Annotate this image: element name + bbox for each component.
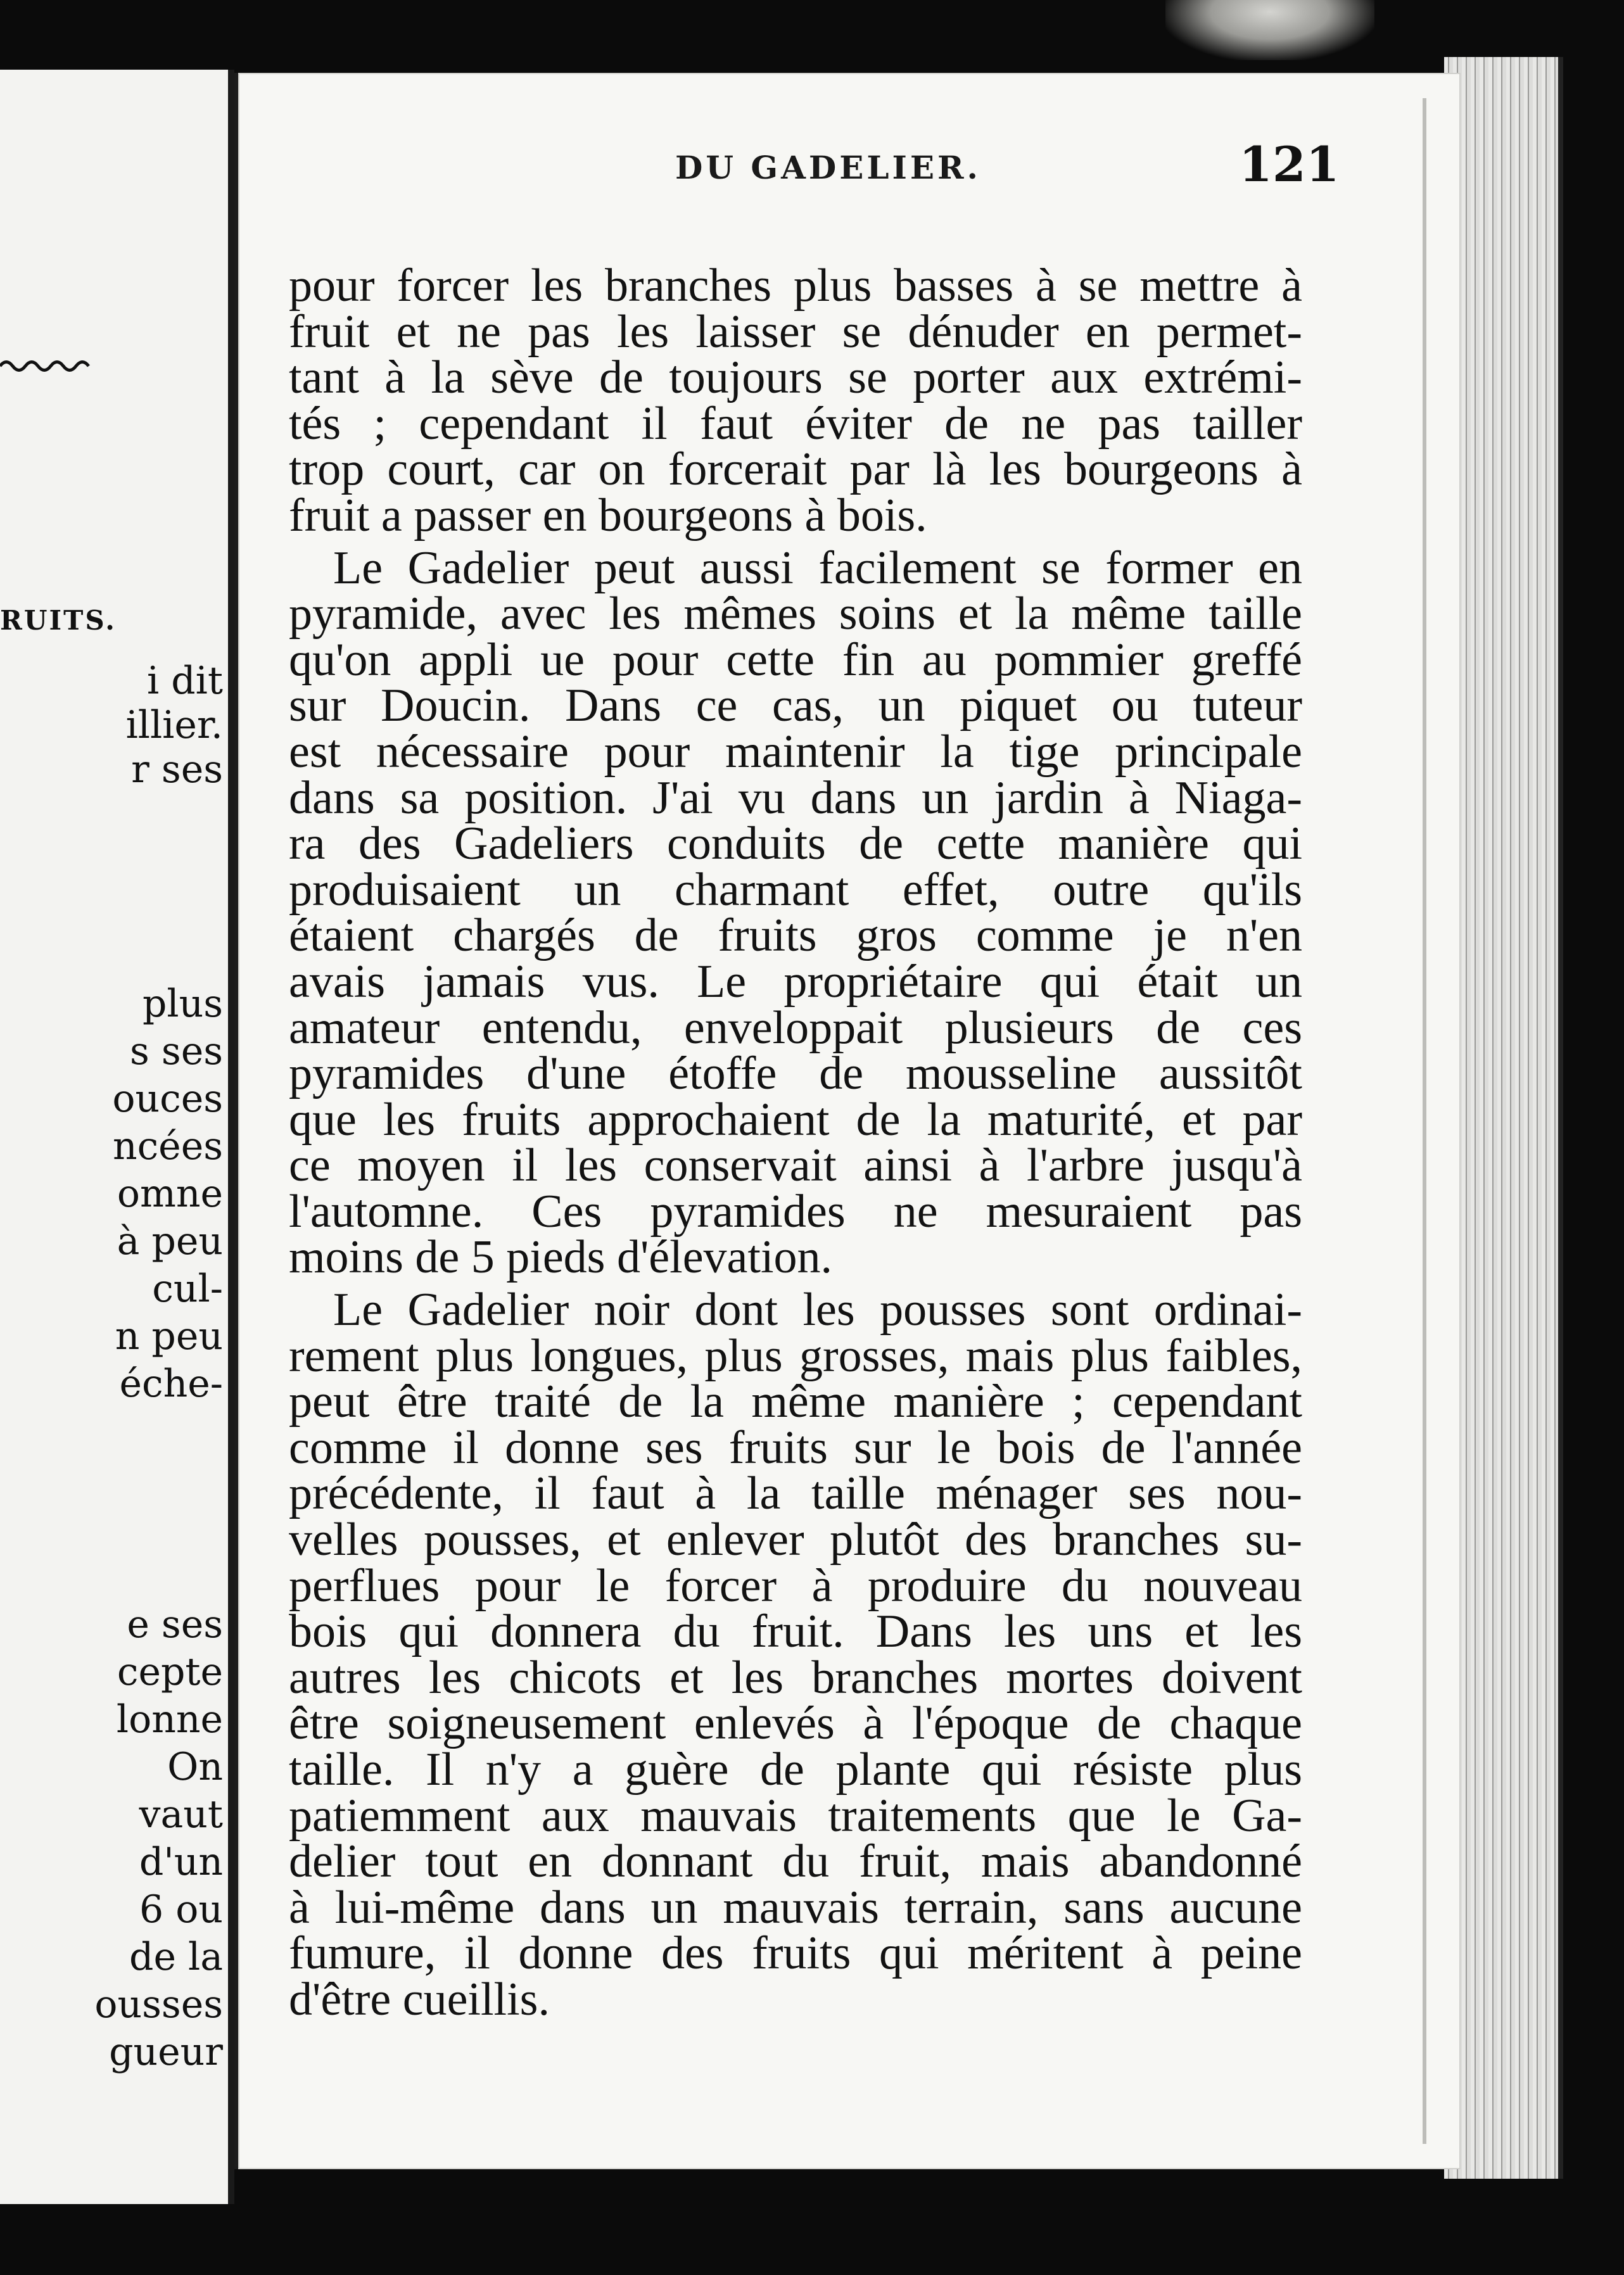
text-line: autres les chicots et les branches mortes doivent bbox=[289, 1651, 1302, 1704]
page-number: 121 bbox=[1239, 136, 1340, 193]
text-line: velles pousses, et enlever plutôt des branches su- bbox=[289, 1514, 1302, 1566]
text-line: ce moyen il les conservait ainsi à l'arbre jusqu'à bbox=[289, 1139, 1302, 1192]
text-line: bois qui donnera du fruit. Dans les uns et les bbox=[289, 1606, 1302, 1658]
body-text bbox=[289, 260, 1302, 2029]
left-page-line: gueur bbox=[109, 2030, 223, 2074]
left-page-line: r ses bbox=[131, 747, 223, 792]
left-page-line: lonne bbox=[116, 1697, 223, 1742]
text-line: Le Gadelier peut aussi facilement se former en bbox=[333, 542, 1302, 594]
text-line: avais jamais vus. Le propriétaire qui était un bbox=[289, 955, 1302, 1008]
left-page-line: vaut bbox=[139, 1792, 223, 1837]
text-line: fumure, il donne des fruits qui méritent à peine bbox=[289, 1927, 1302, 1980]
text-line: comme il donne ses fruits sur le bois de l'année bbox=[289, 1421, 1302, 1474]
text-line: amateur entendu, enveloppait plusieurs de ces bbox=[289, 1001, 1302, 1054]
text-line: pour forcer les branches plus basses à se mettre à bbox=[289, 260, 1302, 312]
left-page-line: e ses bbox=[127, 1602, 223, 1647]
left-page-line: cul- bbox=[152, 1267, 223, 1311]
text-line: est nécessaire pour maintenir la tige principale bbox=[289, 725, 1302, 778]
left-page-line: d'un bbox=[139, 1840, 223, 1884]
text-line: rement plus longues, plus grosses, mais plus faibles, bbox=[289, 1329, 1302, 1382]
left-page-fragment bbox=[0, 70, 234, 2204]
text-line: tés ; cependant il faut éviter de ne pas tailler bbox=[289, 397, 1302, 450]
paragraph bbox=[289, 1284, 1302, 2025]
text-line: moins de 5 pieds d'élevation. bbox=[289, 1231, 833, 1284]
running-head-title: DU GADELIER. bbox=[675, 149, 981, 186]
ornament-rule bbox=[0, 355, 95, 374]
page-stain bbox=[1165, 0, 1374, 60]
text-line: ra des Gadeliers conduits de cette manière qui bbox=[289, 818, 1302, 870]
left-page-caps: RUITS. bbox=[0, 605, 117, 636]
left-page-line: 6 ou bbox=[139, 1887, 223, 1932]
text-line: étaient chargés de fruits gros comme je n'en bbox=[289, 909, 1302, 962]
text-line: l'automne. Ces pyramides ne mesuraient pas bbox=[289, 1185, 1302, 1238]
book-page bbox=[234, 73, 1461, 2169]
text-line: pyramide, avec les mêmes soins et la même taille bbox=[289, 588, 1302, 640]
text-line: fruit a passer en bourgeons à bois. bbox=[289, 489, 927, 542]
left-page-line: plus bbox=[142, 982, 223, 1026]
left-page-line: éche- bbox=[119, 1362, 223, 1406]
text-line: que les fruits approchaient de la maturité, et par bbox=[289, 1093, 1302, 1146]
text-line: sur Doucin. Dans ce cas, un piquet ou tuteur bbox=[289, 680, 1302, 732]
text-line: delier tout en donnant du fruit, mais abandonné bbox=[289, 1835, 1302, 1888]
text-line: pyramides d'une étoffe de mousseline aussitôt bbox=[289, 1048, 1302, 1100]
left-page-line: de la bbox=[129, 1935, 223, 1979]
paragraph bbox=[289, 542, 1302, 1284]
left-page-line: n peu bbox=[115, 1314, 223, 1359]
page-border bbox=[1423, 98, 1426, 2144]
text-line: être soigneusement enlevés à l'époque de chaque bbox=[289, 1697, 1302, 1750]
left-page-line: ncées bbox=[112, 1124, 223, 1169]
left-page-line: s ses bbox=[130, 1029, 223, 1074]
text-line: perflues pour le forcer à produire du nouveau bbox=[289, 1559, 1302, 1612]
text-line: taille. Il n'y a guère de plante qui résiste plus bbox=[289, 1744, 1302, 1796]
text-line: dans sa position. J'ai vu dans un jardin à Niaga- bbox=[289, 771, 1302, 824]
text-line: tant à la sève de toujours se porter aux extrémi- bbox=[289, 352, 1302, 404]
text-line: patiemment aux mauvais traitements que le Ga- bbox=[289, 1789, 1302, 1842]
left-page-line: ousses bbox=[94, 1982, 223, 2027]
paragraph bbox=[289, 260, 1302, 542]
left-page-line: On bbox=[167, 1745, 223, 1789]
text-line: peut être traité de la même manière ; cependant bbox=[289, 1376, 1302, 1428]
left-page-line: omne bbox=[117, 1172, 223, 1216]
text-line: produisaient un charmant effet, outre qu'ils bbox=[289, 863, 1302, 916]
left-page-line: illier. bbox=[125, 703, 223, 747]
left-page-line: ouces bbox=[112, 1077, 223, 1121]
text-line: à lui-même dans un mauvais terrain, sans aucune bbox=[289, 1881, 1302, 1934]
page-edges bbox=[1444, 57, 1563, 2179]
text-line: trop court, car on forcerait par là les bourgeons à bbox=[289, 443, 1302, 496]
text-line: précédente, il faut à la taille ménager ses nou- bbox=[289, 1467, 1302, 1520]
left-page-line: i dit bbox=[147, 659, 223, 703]
text-line: qu'on appli ue pour cette fin au pommier greffé bbox=[289, 633, 1302, 686]
text-line: fruit et ne pas les laisser se dénuder en permet- bbox=[289, 305, 1302, 358]
text-line: Le Gadelier noir dont les pousses sont ordinai- bbox=[333, 1284, 1302, 1336]
left-page-line: à peu bbox=[117, 1219, 223, 1264]
left-page-line: cepte bbox=[117, 1650, 223, 1694]
text-line: d'être cueillis. bbox=[289, 1973, 550, 2025]
